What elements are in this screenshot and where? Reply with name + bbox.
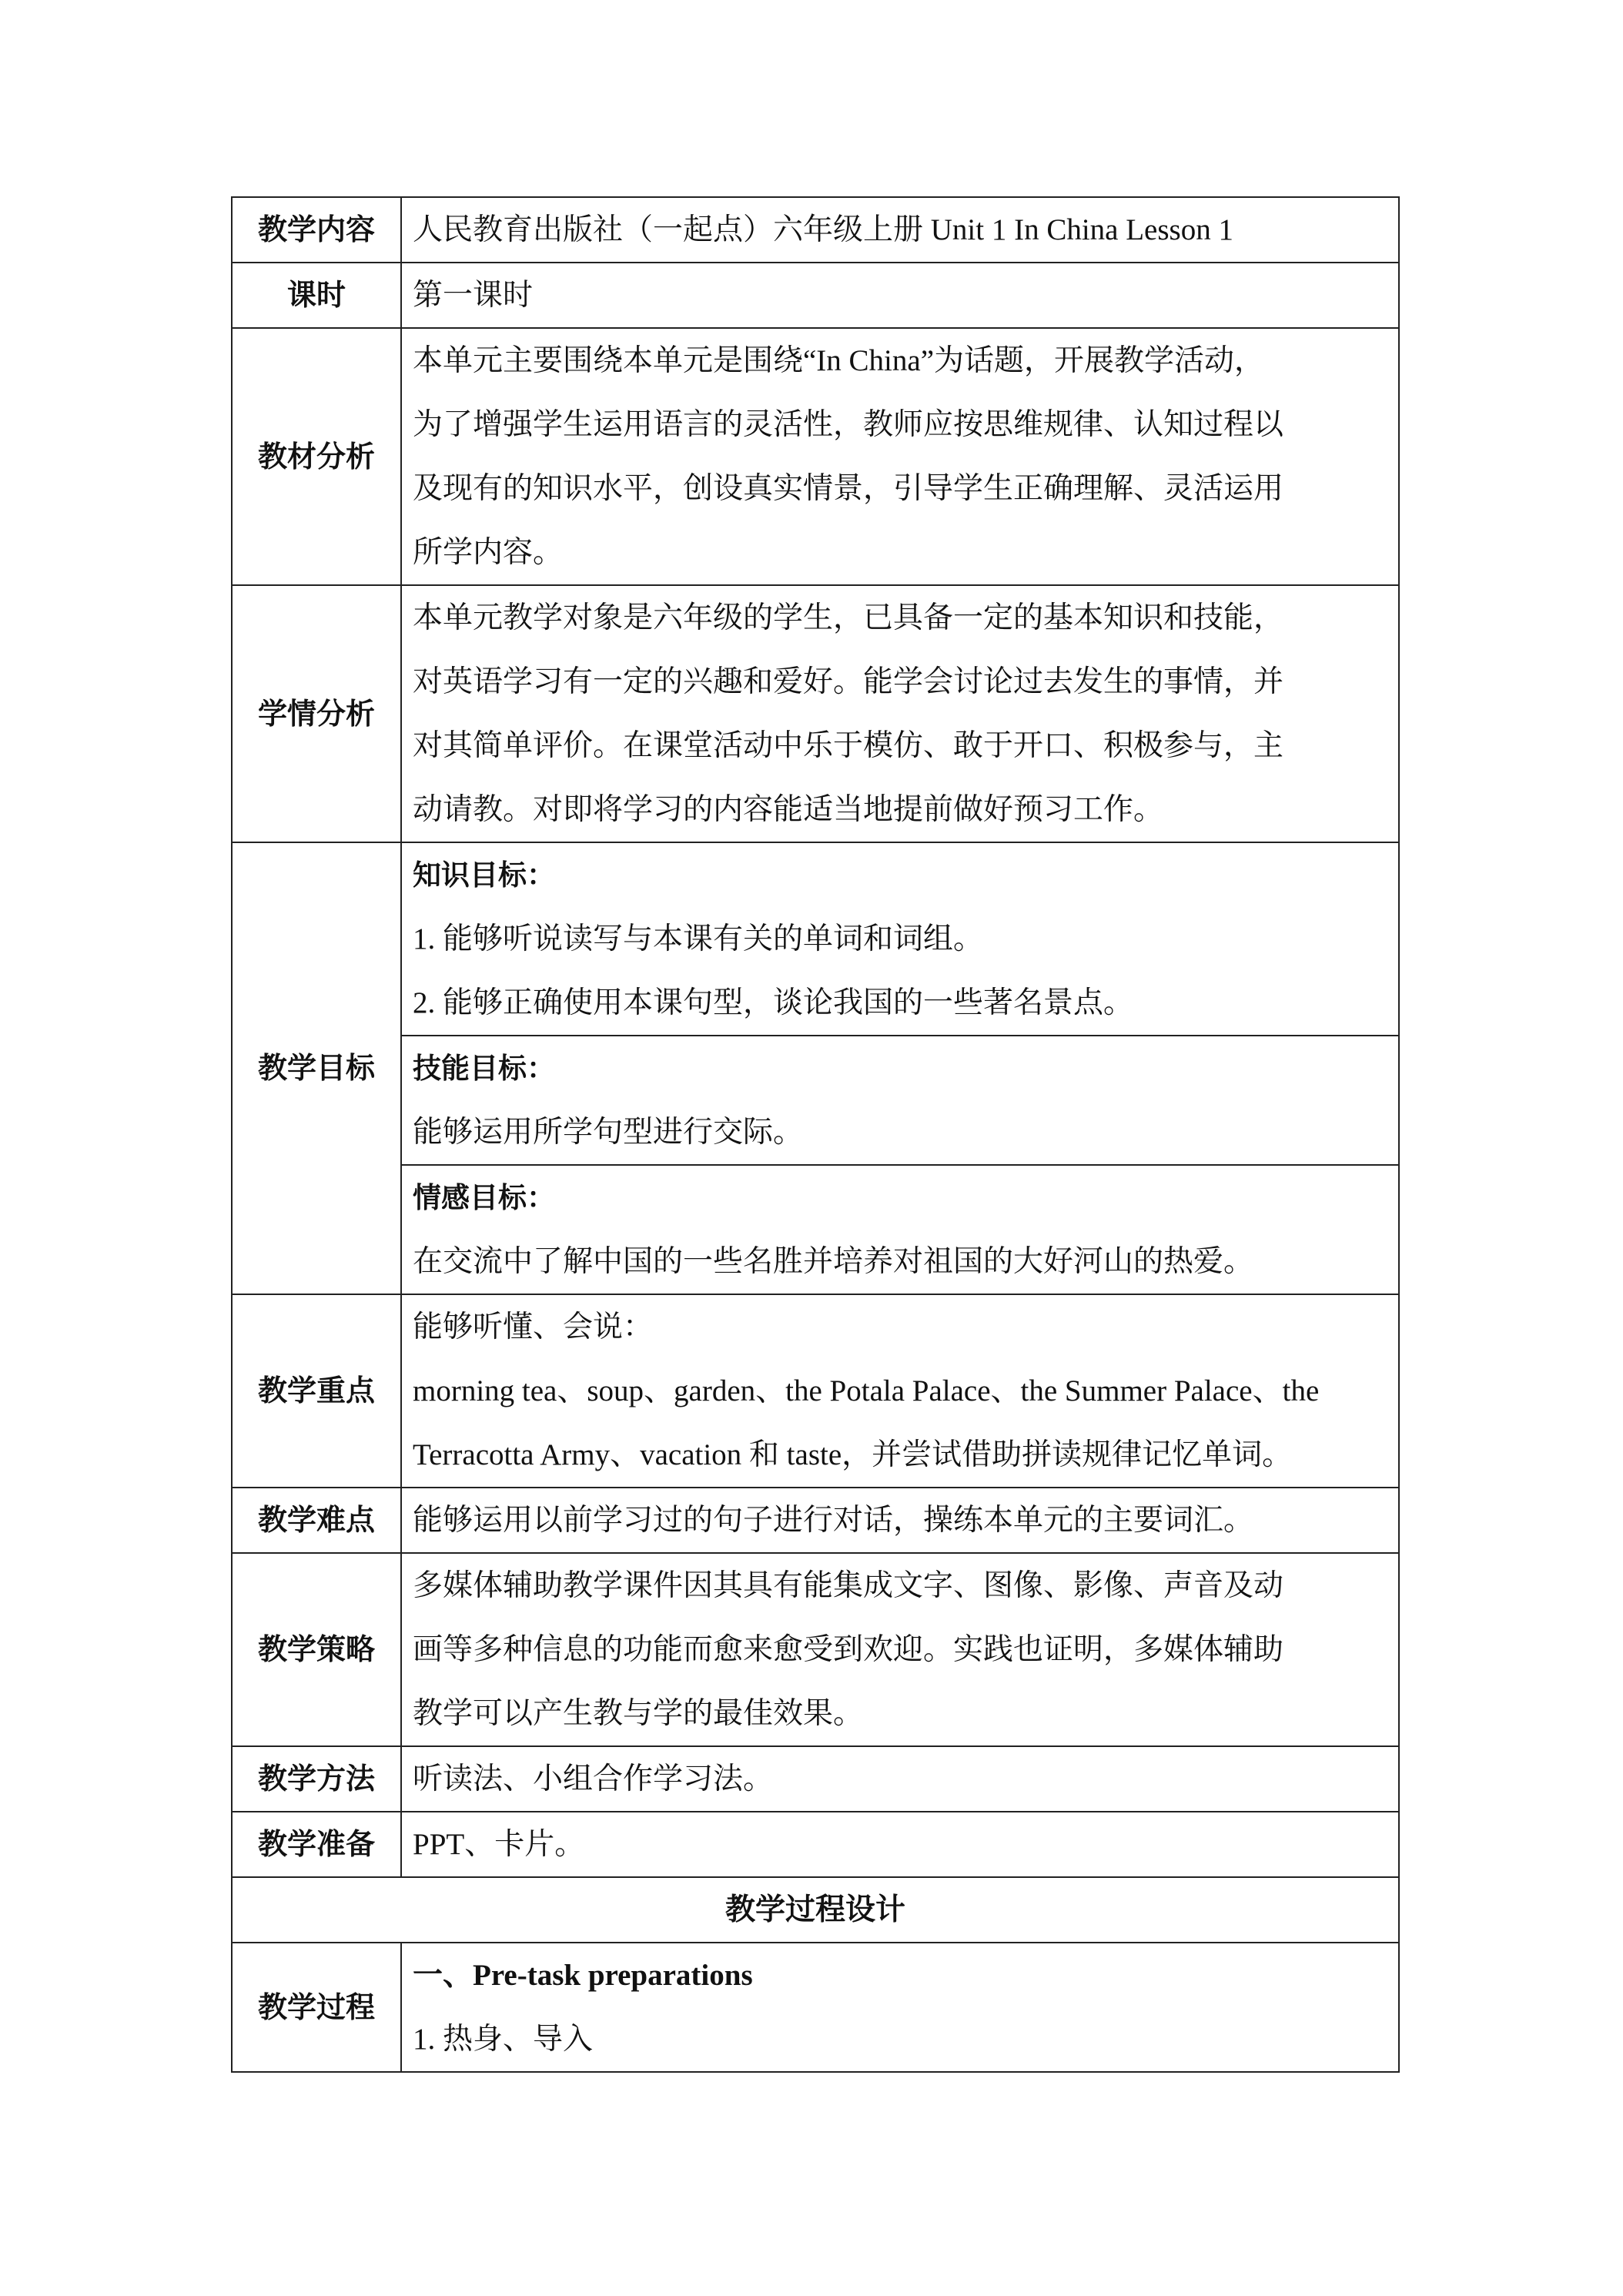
material-line: 及现有的知识水平，创设真实情景，引导学生正确理解、灵活运用 bbox=[413, 472, 1284, 505]
emotion-objective-text: 在交流中了解中国的一些名胜并培养对祖国的大好河山的热爱。 bbox=[413, 1245, 1254, 1278]
key-points-line: Terracotta Army、vacation 和 taste，并尝试借助拼读规律记忆单词。 bbox=[413, 1438, 1293, 1471]
material-line: 为了增强学生运用语言的灵活性，教师应按思维规律、认知过程以 bbox=[413, 408, 1284, 441]
process-heading: 一、Pre-task preparations bbox=[413, 1959, 753, 1992]
label-learner-analysis: 学情分析 bbox=[232, 585, 401, 842]
label-objectives: 教学目标 bbox=[232, 842, 401, 1294]
skill-objective-text: 能够运用所学句型进行交际。 bbox=[413, 1116, 804, 1149]
strategy-line: 多媒体辅助教学课件因其具有能集成文字、图像、影像、声音及动 bbox=[413, 1569, 1284, 1602]
row-objectives-knowledge bbox=[232, 842, 1399, 1036]
row-objectives-skill bbox=[232, 1036, 1399, 1165]
row-material-analysis bbox=[232, 328, 1399, 585]
value-difficulties: 能够运用以前学习过的句子进行对话，操练本单元的主要词汇。 bbox=[401, 1488, 1399, 1553]
knowledge-objective-item: 1. 能够听说读写与本课有关的单词和词组。 bbox=[413, 922, 984, 956]
label-period: 课时 bbox=[232, 263, 401, 328]
row-preparation bbox=[232, 1812, 1399, 1877]
value-period: 第一课时 bbox=[401, 263, 1399, 328]
strategy-line: 教学可以产生教与学的最佳效果。 bbox=[413, 1697, 864, 1730]
value-teaching-content: 人民教育出版社（一起点）六年级上册 Unit 1 In China Lesson 1 bbox=[401, 197, 1399, 263]
value-skill-objective bbox=[401, 1036, 1399, 1165]
process-design-header: 教学过程设计 bbox=[232, 1877, 1399, 1943]
row-objectives-emotion bbox=[232, 1165, 1399, 1294]
emotion-objective-title: 情感目标： bbox=[413, 1181, 555, 1214]
value-strategy bbox=[401, 1553, 1399, 1746]
label-material-analysis: 教材分析 bbox=[232, 328, 401, 585]
row-process bbox=[232, 1943, 1399, 2072]
row-period bbox=[232, 263, 1399, 328]
learner-line: 本单元教学对象是六年级的学生，已具备一定的基本知识和技能， bbox=[413, 601, 1284, 634]
material-line: 所学内容。 bbox=[413, 536, 564, 569]
label-key-points: 教学重点 bbox=[232, 1294, 401, 1488]
row-difficulties bbox=[232, 1488, 1399, 1553]
key-points-line: 能够听懂、会说： bbox=[413, 1310, 654, 1344]
label-difficulties: 教学难点 bbox=[232, 1488, 401, 1553]
row-key-points bbox=[232, 1294, 1399, 1488]
knowledge-objective-title: 知识目标： bbox=[413, 858, 555, 892]
label-preparation: 教学准备 bbox=[232, 1812, 401, 1877]
material-line: 本单元主要围绕本单元是围绕“In China”为话题，开展教学活动， bbox=[413, 344, 1265, 377]
learner-line: 对其简单评价。在课堂活动中乐于模仿、敢于开口、积极参与，主 bbox=[413, 729, 1284, 762]
label-process: 教学过程 bbox=[232, 1943, 401, 2072]
value-key-points bbox=[401, 1294, 1399, 1488]
row-learner-analysis bbox=[232, 585, 1399, 842]
knowledge-objective-item: 2. 能够正确使用本课句型，谈论我国的一些著名景点。 bbox=[413, 986, 1134, 1019]
value-emotion-objective bbox=[401, 1165, 1399, 1294]
strategy-line: 画等多种信息的功能而愈来愈受到欢迎。实践也证明，多媒体辅助 bbox=[413, 1633, 1284, 1666]
label-strategy: 教学策略 bbox=[232, 1553, 401, 1746]
value-method: 听读法、小组合作学习法。 bbox=[401, 1746, 1399, 1812]
value-process bbox=[401, 1943, 1399, 2072]
process-item: 1. 热身、导入 bbox=[413, 2023, 594, 2056]
value-knowledge-objective bbox=[401, 842, 1399, 1036]
skill-objective-title: 技能目标： bbox=[413, 1052, 555, 1085]
row-method bbox=[232, 1746, 1399, 1812]
row-teaching-content bbox=[232, 197, 1399, 263]
learner-line: 对英语学习有一定的兴趣和爱好。能学会讨论过去发生的事情，并 bbox=[413, 665, 1284, 698]
label-method: 教学方法 bbox=[232, 1746, 401, 1812]
row-design-header bbox=[232, 1877, 1399, 1943]
learner-line: 动请教。对即将学习的内容能适当地提前做好预习工作。 bbox=[413, 793, 1164, 826]
label-teaching-content: 教学内容 bbox=[232, 197, 401, 263]
value-preparation: PPT、卡片。 bbox=[401, 1812, 1399, 1877]
key-points-line: morning tea、soup、garden、the Potala Palace、the Summer Palace、the bbox=[413, 1374, 1320, 1407]
lesson-plan-table bbox=[231, 196, 1400, 2073]
value-material-analysis bbox=[401, 328, 1399, 585]
row-strategy bbox=[232, 1553, 1399, 1746]
value-learner-analysis bbox=[401, 585, 1399, 842]
